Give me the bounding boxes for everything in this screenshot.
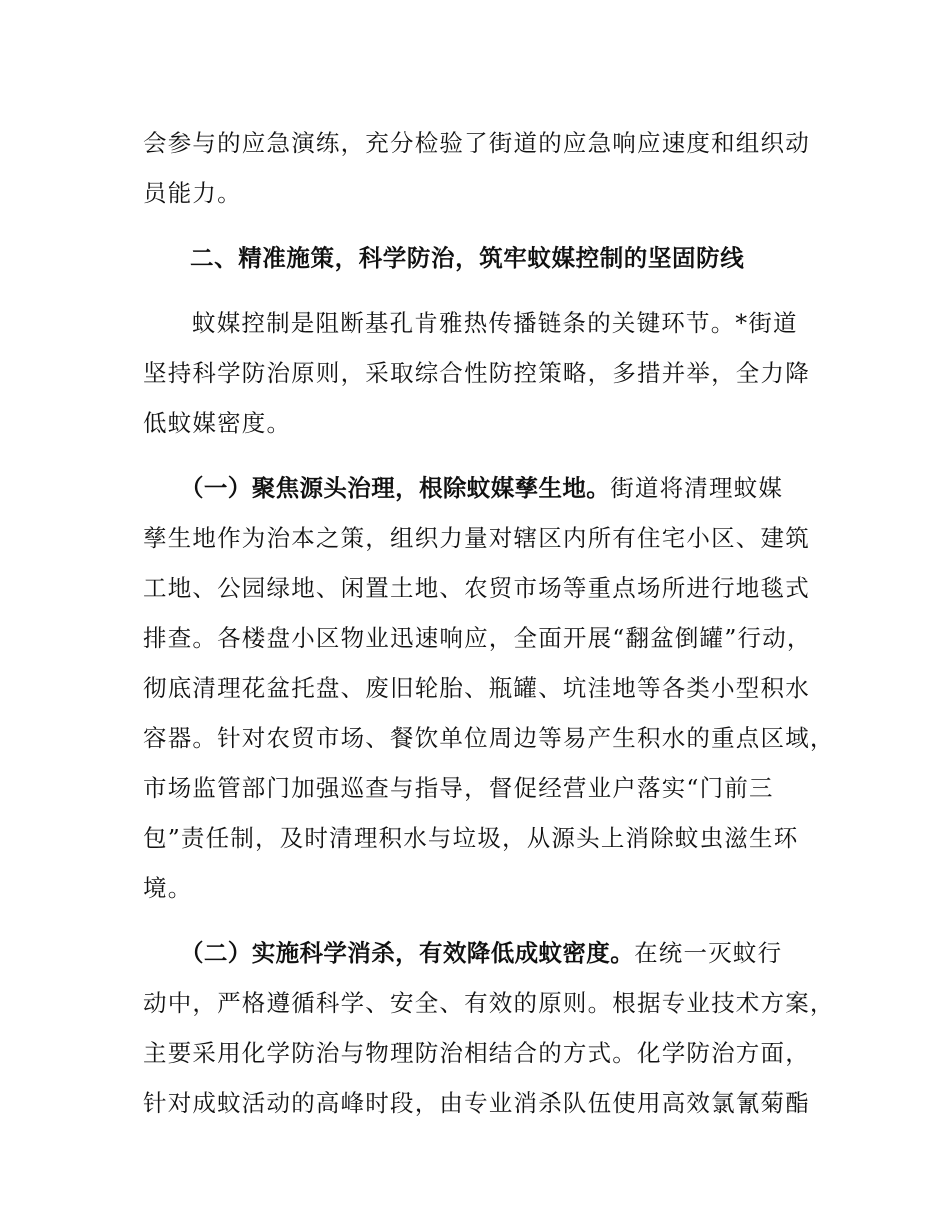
paragraph-4-line-2: 动中，严格遵循科学、安全、有效的原则。根据专业技术方案，	[143, 989, 835, 1017]
paragraph-1-line-2: 员能力。	[143, 179, 242, 207]
paragraph-3-line-2: 孳生地作为治本之策，组织力量对辖区内所有住宅小区、建筑	[143, 524, 810, 552]
paragraph-4-line-4: 针对成蚊活动的高峰时段，由专业消杀队伍使用高效氯氰菊酯	[143, 1089, 810, 1117]
paragraph-3-line-5: 彻底清理花盆托盘、废旧轮胎、瓶罐、坑洼地等各类小型积水	[143, 674, 810, 702]
paragraph-3-line-3: 工地、公园绿地、闲置土地、农贸市场等重点场所进行地毯式	[143, 574, 810, 602]
paragraph-4-line-1-text: 在统一灭蚊行	[634, 939, 783, 967]
section-heading: 二、精准施策，科学防治，筑牢蚊媒控制的坚固防线	[190, 244, 745, 272]
paragraph-3-line-7: 市场监管部门加强巡查与指导，督促经营业户落实“门前三	[143, 774, 774, 802]
paragraph-2-line-3: 低蚊媒密度。	[143, 409, 292, 437]
paragraph-3-line-1-text: 街道将清理蚊媒	[610, 474, 784, 502]
paragraph-3-line-4: 排查。各楼盘小区物业迅速响应，全面开展“翻盆倒罐”行动，	[143, 624, 812, 652]
subheading-scientific-disinfection: （二）实施科学消杀，有效降低成蚊密度。	[180, 939, 635, 967]
paragraph-3-line-6: 容器。针对农贸市场、餐饮单位周边等易产生积水的重点区域，	[143, 724, 835, 752]
paragraph-3-line-9: 境。	[143, 874, 193, 902]
paragraph-4-line-1	[180, 938, 782, 968]
paragraph-3-line-8: 包”责任制，及时清理积水与垃圾，从源头上消除蚊虫滋生环	[143, 824, 799, 852]
paragraph-1-line-1: 会参与的应急演练，充分检验了街道的应急响应速度和组织动	[143, 129, 810, 157]
paragraph-3-line-1	[180, 473, 783, 503]
paragraph-4-line-3: 主要采用化学防治与物理防治相结合的方式。化学防治方面，	[143, 1039, 810, 1067]
paragraph-2-line-2: 坚持科学防治原则，采取综合性防控策略，多措并举，全力降	[143, 359, 810, 387]
subheading-source-control: （一）聚焦源头治理，根除蚊媒孳生地。	[180, 474, 611, 502]
paragraph-2-line-1: 蚊媒控制是阻断基孔肯雅热传播链条的关键环节。*街道	[192, 309, 798, 337]
